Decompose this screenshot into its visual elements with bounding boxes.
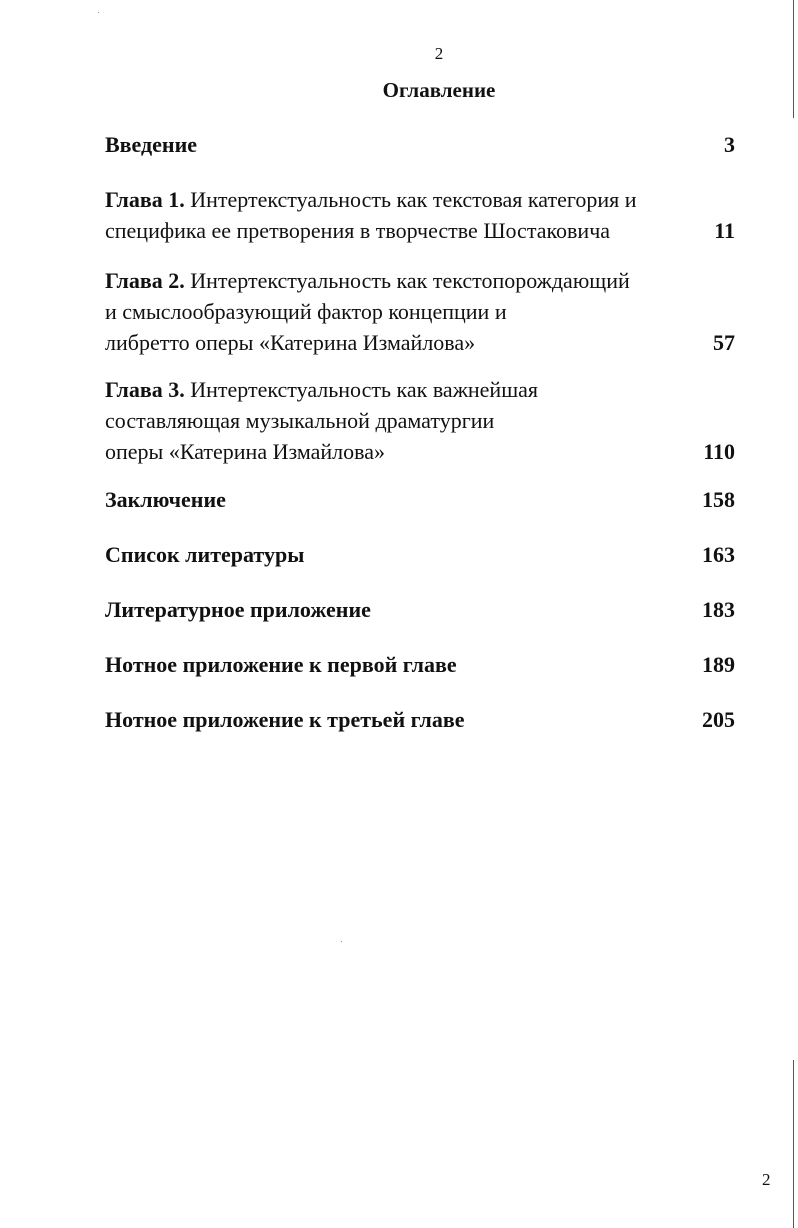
toc-entry-label: Глава 3. [105, 377, 185, 402]
scan-speck [341, 941, 342, 942]
toc-entry-page: 11 [714, 218, 735, 243]
toc-entry-label: Заключение [105, 487, 226, 512]
toc-entry-label: Нотное приложение к третьей главе [105, 707, 465, 732]
toc-entry-label: Введение [105, 132, 198, 157]
scan-speck [98, 12, 99, 13]
page-number-top: 2 [434, 44, 444, 63]
toc-entry-page: 158 [702, 487, 735, 512]
toc-title: Оглавление [382, 78, 496, 102]
page-number-bottom: 2 [762, 1170, 771, 1189]
toc-entry-page: 110 [703, 439, 735, 464]
toc-entry-line: составляющая музыкальной драматургии [105, 408, 495, 433]
toc-entry-page: 163 [702, 542, 735, 567]
toc-entry-line: Интертекстуальность как текстовая категория и [190, 187, 637, 212]
toc-entry-music-appendix-1[interactable] [105, 649, 735, 680]
toc-entry-introduction[interactable] [105, 129, 735, 160]
toc-entry-page: 183 [702, 597, 735, 622]
toc-entry-music-appendix-3[interactable] [105, 704, 735, 735]
toc-entry-chapter-1[interactable] [105, 184, 735, 246]
scan-edge-line [793, 1060, 794, 1228]
toc-entry-literary-appendix[interactable] [105, 594, 735, 625]
toc-entry-line: либретто оперы «Катерина Измайлова» [105, 330, 476, 355]
toc-entry-label: Литературное приложение [105, 597, 371, 622]
toc-entry-chapter-3[interactable] [105, 374, 735, 467]
toc-entry-label: Список литературы [105, 542, 305, 567]
toc-entry-page: 189 [702, 652, 735, 677]
toc-entry-page: 57 [713, 330, 735, 355]
toc-entry-chapter-2[interactable] [105, 265, 735, 358]
toc-entry-line: и смыслообразующий фактор концепции и [105, 299, 507, 324]
toc-entry-line: Интертекстуальность как текстопорождающий [190, 268, 630, 293]
toc-entry-line: Интертекстуальность как важнейшая [190, 377, 539, 402]
toc-entry-line: оперы «Катерина Измайлова» [105, 439, 386, 464]
toc-entry-label: Нотное приложение к первой главе [105, 652, 457, 677]
toc-entry-line: специфика ее претворения в творчестве Шостаковича [105, 218, 611, 243]
toc-entry-label: Глава 1. [105, 187, 185, 212]
toc-entry-page: 3 [724, 132, 735, 157]
toc-entry-page: 205 [702, 707, 735, 732]
scan-edge-line [793, 0, 794, 118]
toc-entry-label: Глава 2. [105, 268, 185, 293]
toc-entry-conclusion[interactable] [105, 484, 735, 515]
toc-entry-bibliography[interactable] [105, 539, 735, 570]
